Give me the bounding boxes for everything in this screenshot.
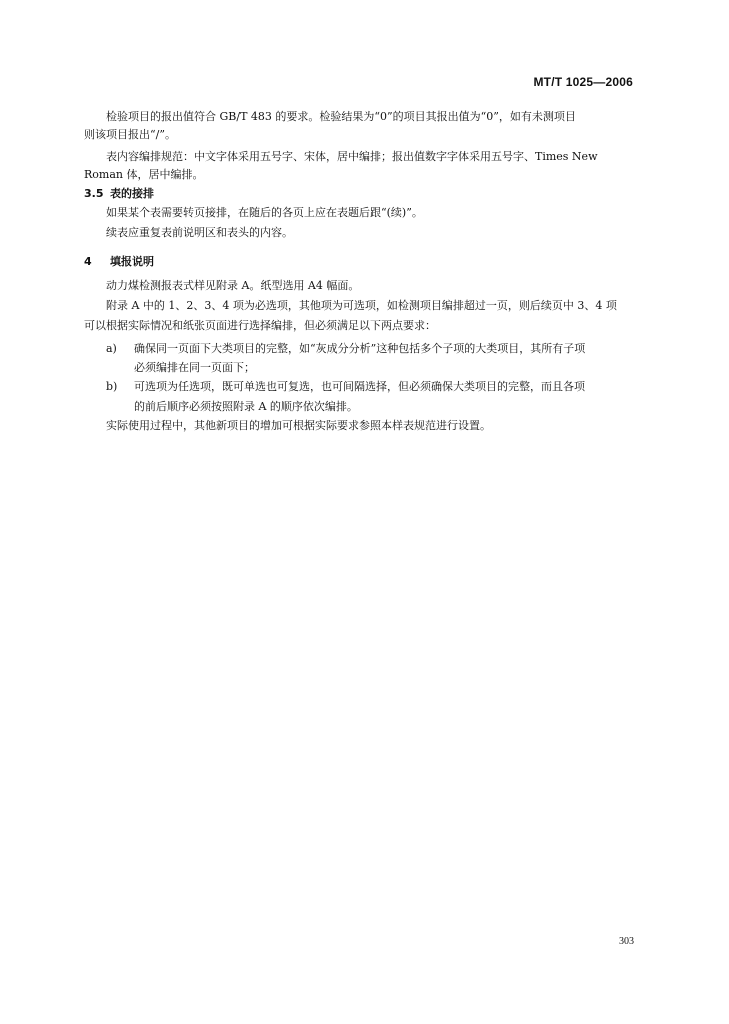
list-item-a-text: 确保同一页面下大类项目的完整，如“灰成分分析”这种包括多个子项的大类项目，其所有子项	[134, 342, 586, 355]
list-item-a-line-2: 必须编排在同一页面下；	[134, 361, 255, 374]
section-3-5-title: 表的接排	[110, 187, 154, 200]
section-4-number: 4	[84, 255, 92, 268]
list-item-a-marker: a)	[106, 342, 117, 355]
intro-paragraph-1-line-1: 检验项目的报出值符合 GB/T 483 的要求。检验结果为“0”的项目其报出值为“0”，如有未测项目	[106, 110, 576, 123]
list-item-b-marker: b)	[106, 380, 118, 393]
page-number: 303	[619, 936, 634, 947]
intro-paragraph-1-line-2: 则该项目报出“/”。	[84, 128, 176, 141]
section-4-paragraph-1: 动力煤检测报表式样见附录 A。纸型选用 A4 幅面。	[106, 279, 360, 292]
section-4-paragraph-2-line-2: 可以根据实际情况和纸张页面进行选择编排，但必须满足以下两点要求：	[84, 319, 436, 332]
section-4-paragraph-2-line-1: 附录 A 中的 1、2、3、4 项为必选项，其他项为可选项，如检测项目编排超过一页，则后续页中 3、4 项	[106, 299, 617, 312]
section-4-title: 填报说明	[110, 255, 154, 268]
intro-paragraph-2-line-1: 表内容编排规范：中文字体采用五号字、宋体，居中编排；报出值数字字体采用五号字、Times New	[106, 150, 598, 163]
section-3-5-paragraph-2: 续表应重复表前说明区和表头的内容。	[106, 226, 293, 239]
list-item-b-line-1	[106, 380, 585, 394]
standard-number: MT/T 1025—2006	[533, 75, 633, 89]
section-3-5-paragraph-1: 如果某个表需要转页接排，在随后的各页上应在表题后跟“(续)”。	[106, 206, 423, 219]
intro-paragraph-2-line-2: Roman 体，居中编排。	[84, 168, 204, 181]
section-4-heading	[84, 255, 154, 269]
section-3-5-number: 3.5	[84, 187, 104, 200]
section-3-5-heading	[84, 187, 154, 201]
list-item-a-line-1	[106, 342, 585, 356]
list-item-b-text: 可选项为任选项，既可单选也可复选，也可间隔选择，但必须确保大类项目的完整，而且各项	[134, 380, 585, 393]
section-4-paragraph-3: 实际使用过程中，其他新项目的增加可根据实际要求参照本样表规范进行设置。	[106, 419, 491, 432]
list-item-b-line-2: 的前后顺序必须按照附录 A 的顺序依次编排。	[134, 400, 358, 413]
